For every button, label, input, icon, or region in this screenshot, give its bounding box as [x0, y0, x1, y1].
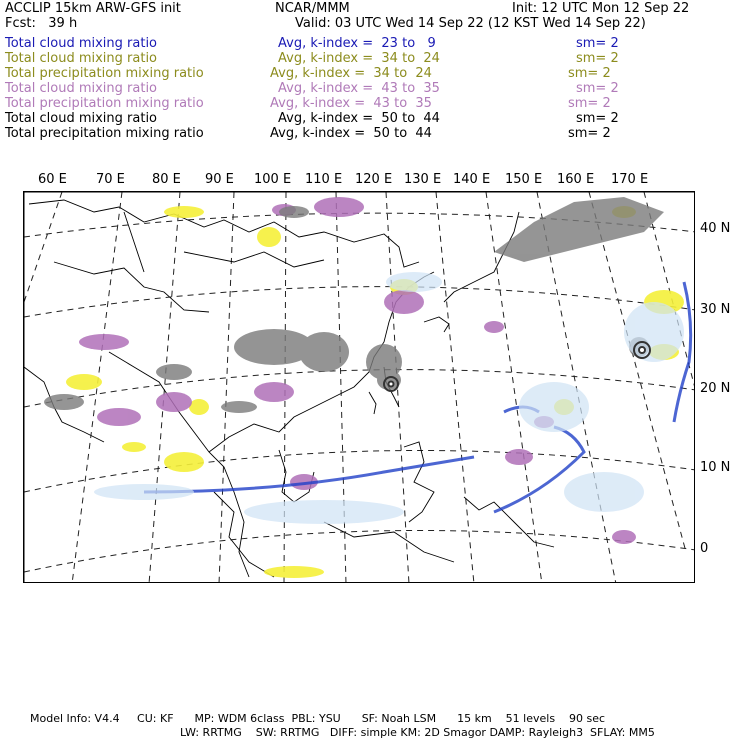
- longitude-label: 70 E: [96, 172, 125, 187]
- model-info-line2: LW: RRTMG SW: RRTMG DIFF: simple KM: 2D Smagor DAMP: Rayleigh3 SFLAY: MM5: [180, 726, 655, 739]
- field-name: Total precipitation mixing ratio: [5, 126, 204, 141]
- field-name: Total precipitation mixing ratio: [5, 66, 204, 81]
- field-name: Total cloud mixing ratio: [5, 81, 158, 96]
- field-avg: Avg, k-index = 43 to 35: [278, 81, 440, 96]
- longitude-label: 130 E: [404, 172, 442, 187]
- longitude-label: 170 E: [611, 172, 649, 187]
- longitude-label: 100 E: [254, 172, 292, 187]
- field-name: Total cloud mixing ratio: [5, 51, 158, 66]
- field-avg: Avg, k-index = 23 to 9: [278, 36, 436, 51]
- field-avg: Avg, k-index = 50 to 44: [278, 111, 440, 126]
- longitude-label: 150 E: [505, 172, 543, 187]
- field-avg: Avg, k-index = 43 to 35: [270, 96, 432, 111]
- longitude-label: 80 E: [152, 172, 181, 187]
- forecast-hour: Fcst: 39 h: [5, 16, 78, 31]
- latitude-label: 40 N: [700, 221, 731, 236]
- field-name: Total cloud mixing ratio: [5, 111, 158, 126]
- field-sm: sm= 2: [568, 126, 611, 141]
- init-time: Init: 12 UTC Mon 12 Sep 22: [512, 1, 690, 16]
- field-sm: sm= 2: [576, 51, 619, 66]
- longitude-label: 60 E: [38, 172, 67, 187]
- latitude-label: 10 N: [700, 460, 731, 475]
- field-avg: Avg, k-index = 34 to 24: [278, 51, 440, 66]
- field-sm: sm= 2: [568, 66, 611, 81]
- field-avg: Avg, k-index = 50 to 44: [270, 126, 432, 141]
- field-name: Total cloud mixing ratio: [5, 36, 158, 51]
- model-info-line1: Model Info: V4.4 CU: KF MP: WDM 6class PBL: YSU SF: Noah LSM 15 km 51 levels 90 sec: [30, 712, 606, 725]
- latitude-label: 20 N: [700, 381, 731, 396]
- title-left: ACCLIP 15km ARW-GFS init: [5, 1, 181, 16]
- field-sm: sm= 2: [576, 111, 619, 126]
- longitude-label: 160 E: [557, 172, 595, 187]
- latitude-label: 0: [700, 541, 709, 556]
- latitude-label: 30 N: [700, 302, 731, 317]
- longitude-label: 110 E: [305, 172, 343, 187]
- title-center: NCAR/MMM: [275, 1, 350, 16]
- field-avg: Avg, k-index = 34 to 24: [270, 66, 432, 81]
- valid-time: Valid: 03 UTC Wed 14 Sep 22 (12 KST Wed 14 Sep 22): [295, 16, 646, 31]
- field-sm: sm= 2: [568, 96, 611, 111]
- longitude-label: 90 E: [205, 172, 234, 187]
- longitude-label: 120 E: [355, 172, 393, 187]
- field-name: Total precipitation mixing ratio: [5, 96, 204, 111]
- field-sm: sm= 2: [576, 36, 619, 51]
- longitude-label: 140 E: [453, 172, 491, 187]
- map-panel: [23, 191, 695, 583]
- field-sm: sm= 2: [576, 81, 619, 96]
